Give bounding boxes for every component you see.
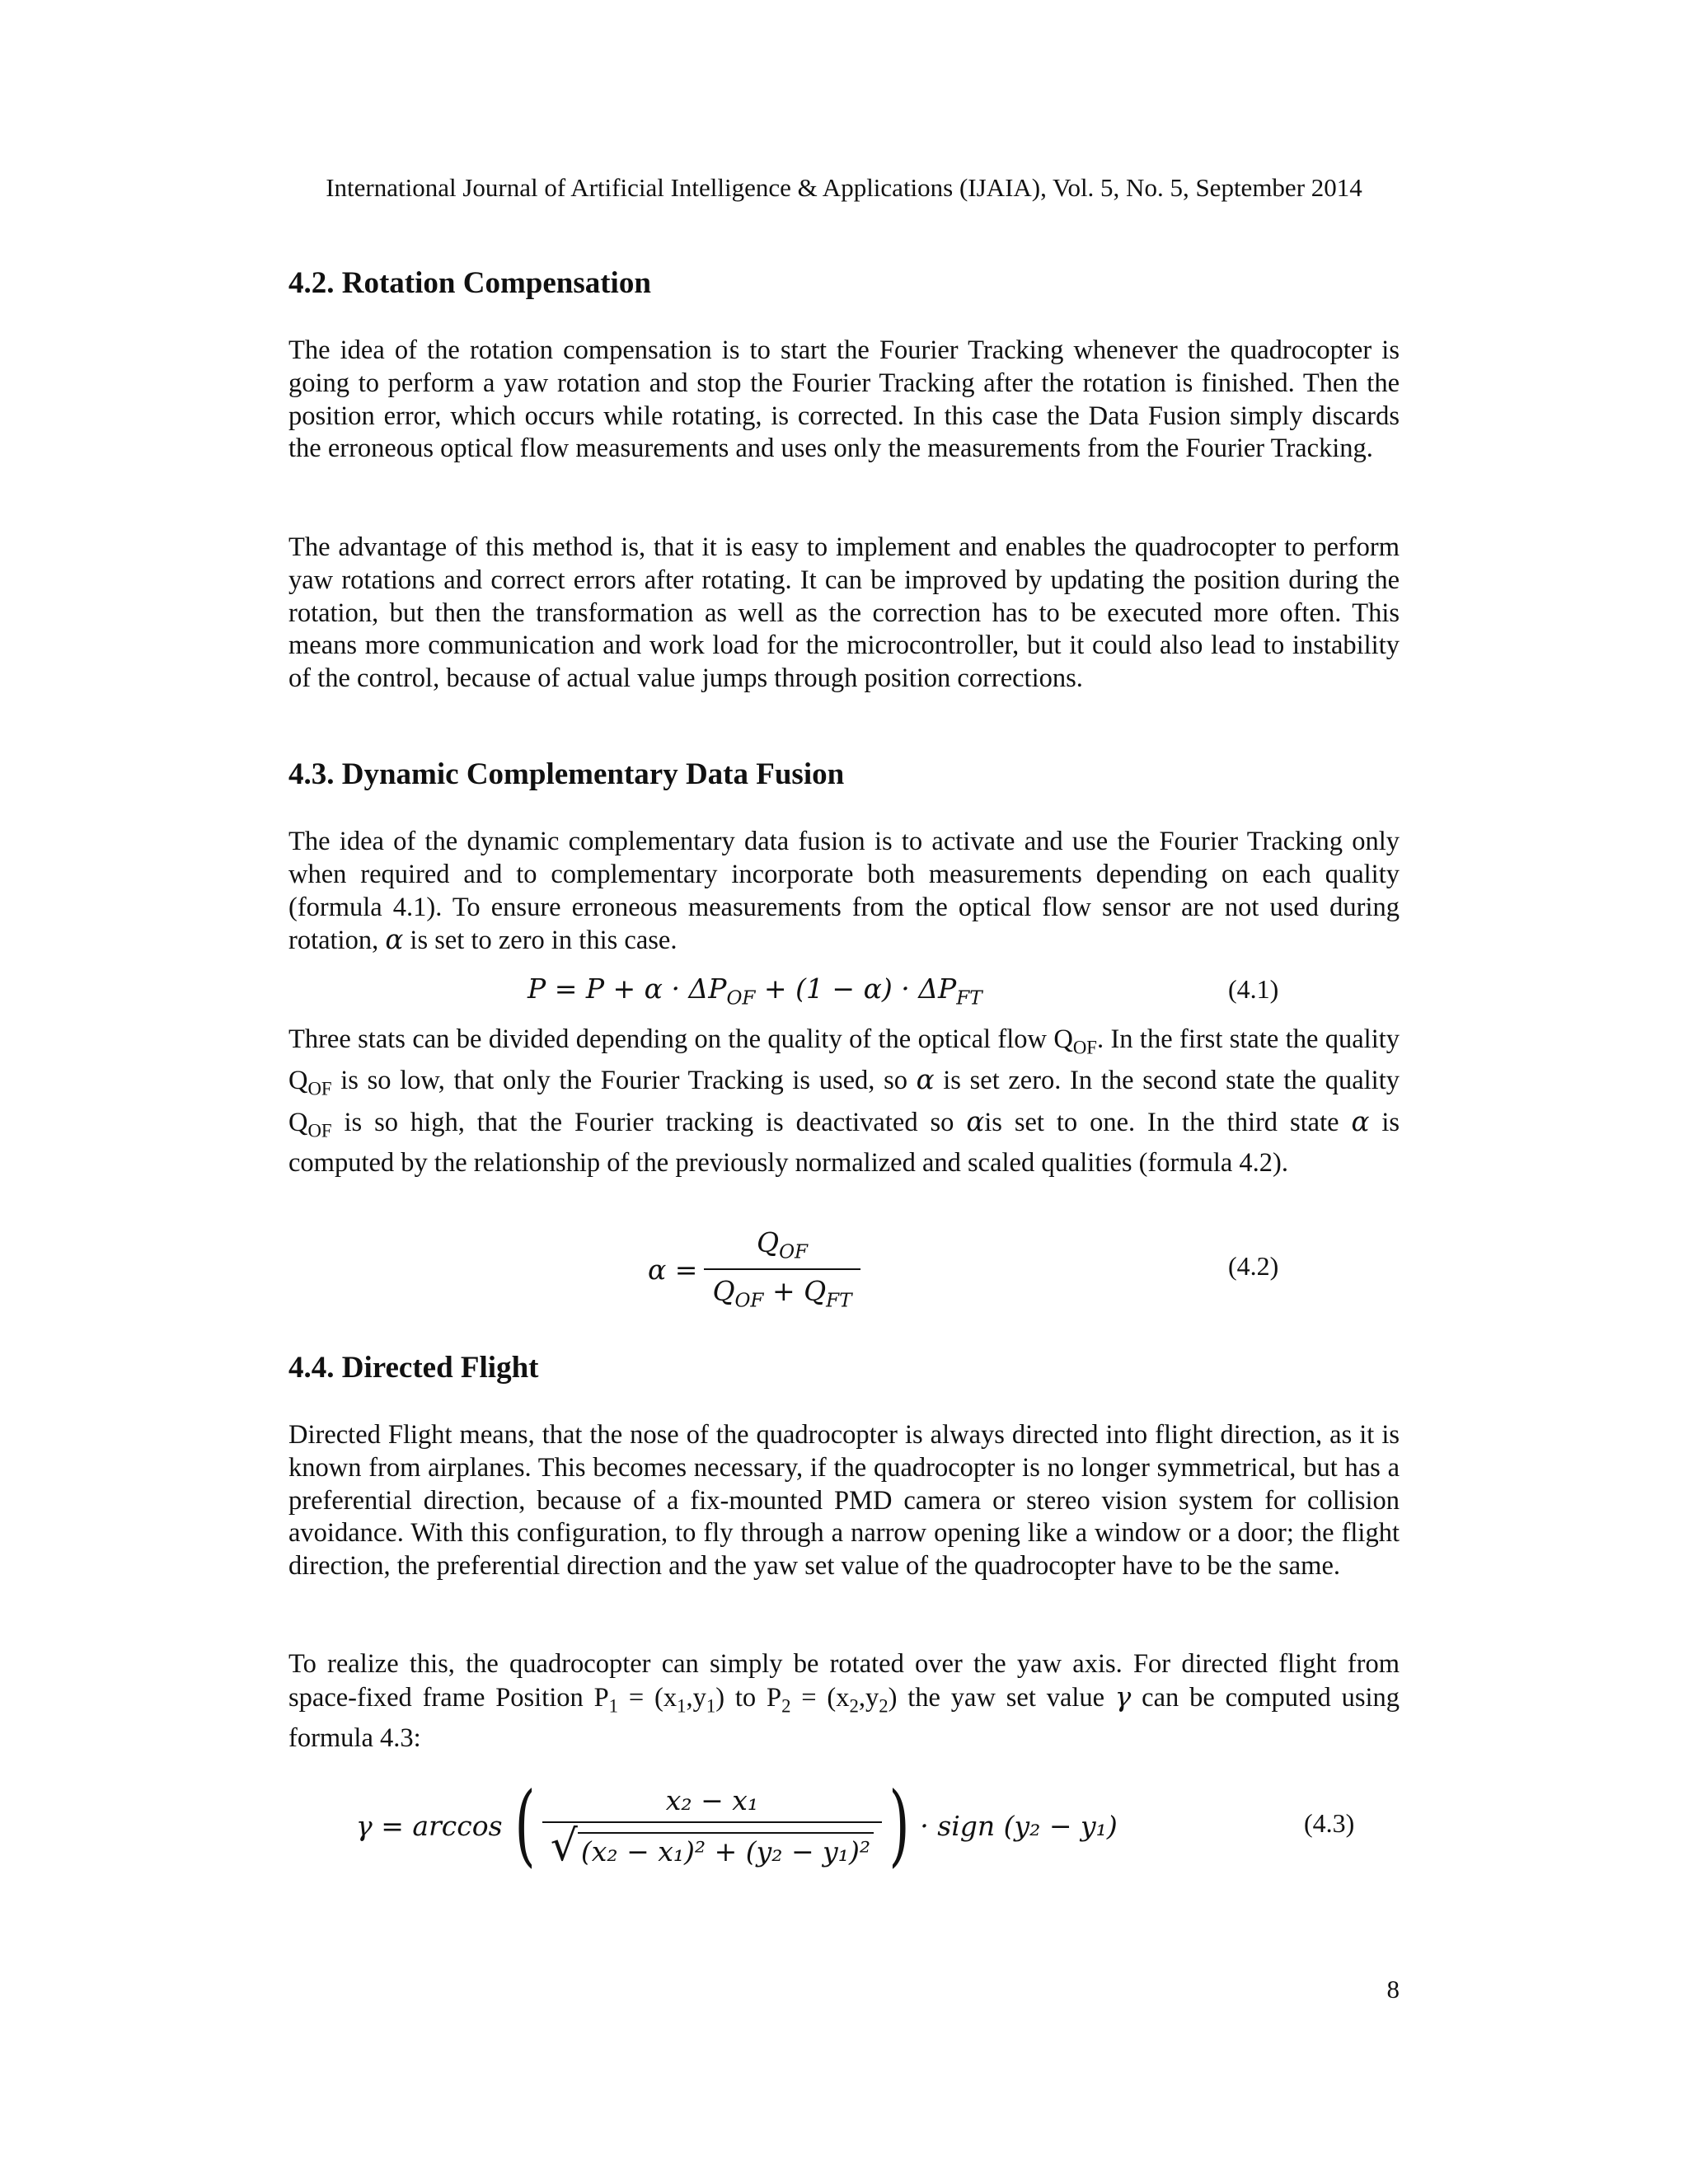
page-number: 8 bbox=[1386, 1975, 1400, 2004]
equation-4-1 bbox=[288, 972, 1400, 1010]
running-header: International Journal of Artificial Intelligence & Applications (IJAIA), Vol. 5, No. 5, September 2014 bbox=[326, 173, 1362, 202]
fraction: x₂ − x₁ √ (x₂ − x₁)² + (y₂ − y₁)² bbox=[542, 1784, 882, 1868]
paper-page bbox=[288, 0, 1400, 2184]
paragraph-rotation-idea: The idea of the rotation compensation is to start the Fourier Tracking whenever the quadrocopter is going to perform a yaw rotation and stop the Fourier Tracking after the rotation is finished. Then the position error, which occurs while rotating, is corrected. In this case the Data Fusion simply discards the erroneous optical flow measurements and uses only the measurements from the Fourier Tracking. bbox=[288, 335, 1400, 464]
section-heading-4-2: 4.2. Rotation Compensation bbox=[288, 266, 651, 300]
radical-sign: √ bbox=[550, 1821, 578, 1871]
paragraph-rotation-advantage: The advantage of this method is, that it is easy to implement and enables the quadrocopter to perform yaw rotations and correct errors after rotating. It can be improved by updating the position during the rotation, but then the transformation as well as the correction has to be executed more often. This means more communication and work load for the microcontroller, but it could also lead to instability of the control, because of actual value jumps through position corrections. bbox=[288, 532, 1400, 694]
right-paren: ) bbox=[889, 1774, 910, 1877]
equation-number-4-3: (4.3) bbox=[1304, 1808, 1355, 1838]
equation-number-4-1: (4.1) bbox=[1228, 974, 1279, 1004]
equation-number-4-2: (4.2) bbox=[1228, 1251, 1279, 1281]
paragraph-directed-flight: Directed Flight means, that the nose of the quadrocopter is always directed into flight direction, as it is known from airplanes. This becomes necessary, if the quadrocopter is no longer symmetrical, but has a preferential direction, because of a fix-mounted PMD camera or stereo vision system for collision avoidance. With this configuration, to fly through a narrow opening like a window or a door; the flight direction, the preferential direction and the yaw set value of the quadrocopter have to be the same. bbox=[288, 1420, 1400, 1582]
section-heading-4-4: 4.4. Directed Flight bbox=[288, 1351, 539, 1385]
paragraph-quality-states: Three stats can be divided depending on the quality of the optical flow $Q_{OF}$. In the first state the quality $Q_{OF}$ is so low, that only the Fourier Tracking is used, so α is set zero. In the second state the quality $Q_{OF}$ is so high, that the Fourier tracking is deactivated so αis set to one. In the third state α is computed by the relationship of the previously normalized and scaled qualities (formula 4.2). bbox=[288, 1024, 1400, 1178]
fraction: $\frac{Q_{OF}}{Q_{OF} + Q_{FT}}$ bbox=[704, 1226, 860, 1311]
equation-4-1-body: $P = P + \alpha \cdot \Delta P_{OF} + (1 - \alpha) \cdot \Delta P_{FT}$ bbox=[528, 972, 982, 1010]
section-heading-4-3: 4.3. Dynamic Complementary Data Fusion bbox=[288, 757, 845, 791]
left-paren: ( bbox=[514, 1774, 536, 1877]
equation-4-3-body: γ = arccos ( x₂ − x₁ √ (x₂ − x₁)² + (y₂ − y₁)² ) · sign (y₂ − y₁) bbox=[356, 1774, 1118, 1877]
square-root: √ (x₂ − x₁)² + (y₂ − y₁)² bbox=[551, 1825, 874, 1868]
equation-4-2-body: α = $\frac{Q_{OF}}{Q_{OF} + Q_{FT}}$ bbox=[648, 1220, 860, 1319]
paragraph-yaw-set-value: To realize this, the quadrocopter can simply be rotated over the yaw axis. For directed flight from space-fixed frame Position $P_1 = (x_1,y_1)$ to $P_2 = (x_2,y_2)$ the yaw set value γ can be computed using formula 4.3: bbox=[288, 1649, 1400, 1754]
equation-4-2 bbox=[288, 1220, 1400, 1319]
paragraph-fusion-idea: The idea of the dynamic complementary data fusion is to activate and use the Fourier Tracking only when required and to complementary incorporate both measurements depending on each quality (formula 4.1). To ensure erroneous measurements from the optical flow sensor are not used during rotation, α is set to zero in this case. bbox=[288, 827, 1400, 956]
alpha-symbol: α bbox=[385, 924, 404, 956]
equation-4-3 bbox=[288, 1772, 1400, 1879]
